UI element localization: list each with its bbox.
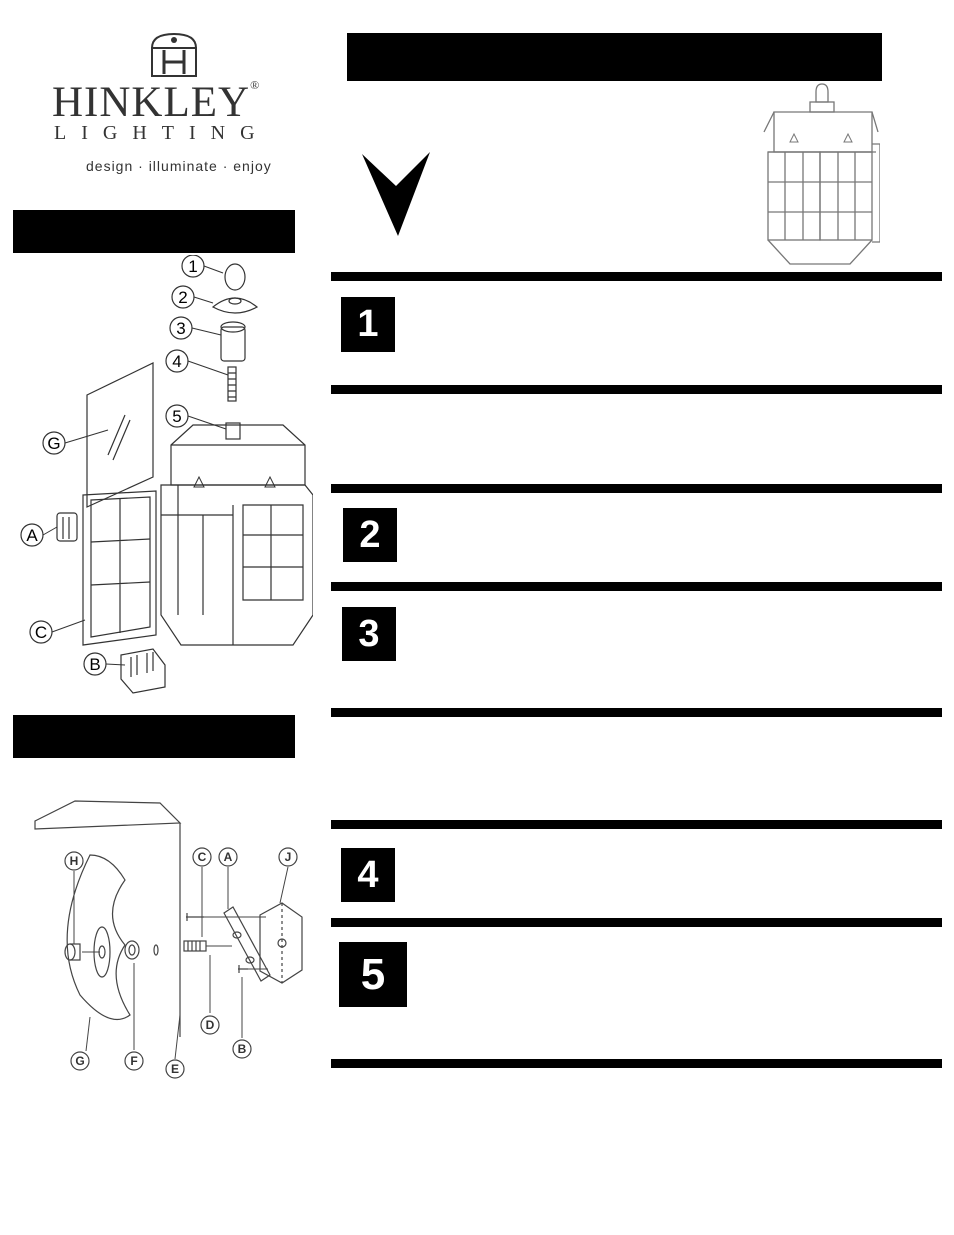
brand-tagline: design · illuminate · enjoy [86,158,272,174]
mount-label-e: E [170,1062,180,1076]
section-bar-parts [13,210,295,253]
step-number-2: 2 [343,508,397,562]
divider-6 [331,820,942,829]
mount-label-h: H [69,854,79,868]
mount-label-d: D [205,1018,215,1032]
logo-emblem-icon [148,28,200,80]
mount-label-b: B [237,1042,247,1056]
warning-arrow-icon [360,150,432,240]
part-label-1: 1 [188,257,198,276]
part-label-c: C [34,623,48,642]
part-label-b: B [89,655,101,674]
part-label-a: A [26,526,38,545]
brand-logo [40,28,310,178]
divider-4 [331,582,942,591]
part-label-2: 2 [178,288,188,307]
divider-5 [331,708,942,717]
step-number-4: 4 [341,848,395,902]
mount-label-g: G [75,1054,85,1068]
brand-sub: LIGHTING [54,122,270,144]
part-label-4: 4 [172,352,182,371]
part-label-5: 5 [172,407,182,426]
part-label-3: 3 [176,319,186,338]
mount-label-f: F [130,1054,138,1068]
section-bar-mounting [13,715,295,758]
title-bar [347,33,882,81]
mount-label-a: A [223,850,233,864]
brand-name: HINKLEY® [52,78,261,126]
exploded-parts-diagram [13,255,313,695]
divider-2 [331,385,942,394]
mounting-diagram [30,795,320,1085]
fixture-illustration [760,82,880,268]
divider-1 [331,272,942,281]
divider-3 [331,484,942,493]
step-number-3: 3 [342,607,396,661]
step-number-5: 5 [339,942,407,1007]
step-number-1: 1 [341,297,395,352]
mount-label-c: C [197,850,207,864]
mount-label-j: J [284,850,292,864]
divider-7 [331,918,942,927]
part-label-g: G [47,434,61,453]
divider-8 [331,1059,942,1068]
